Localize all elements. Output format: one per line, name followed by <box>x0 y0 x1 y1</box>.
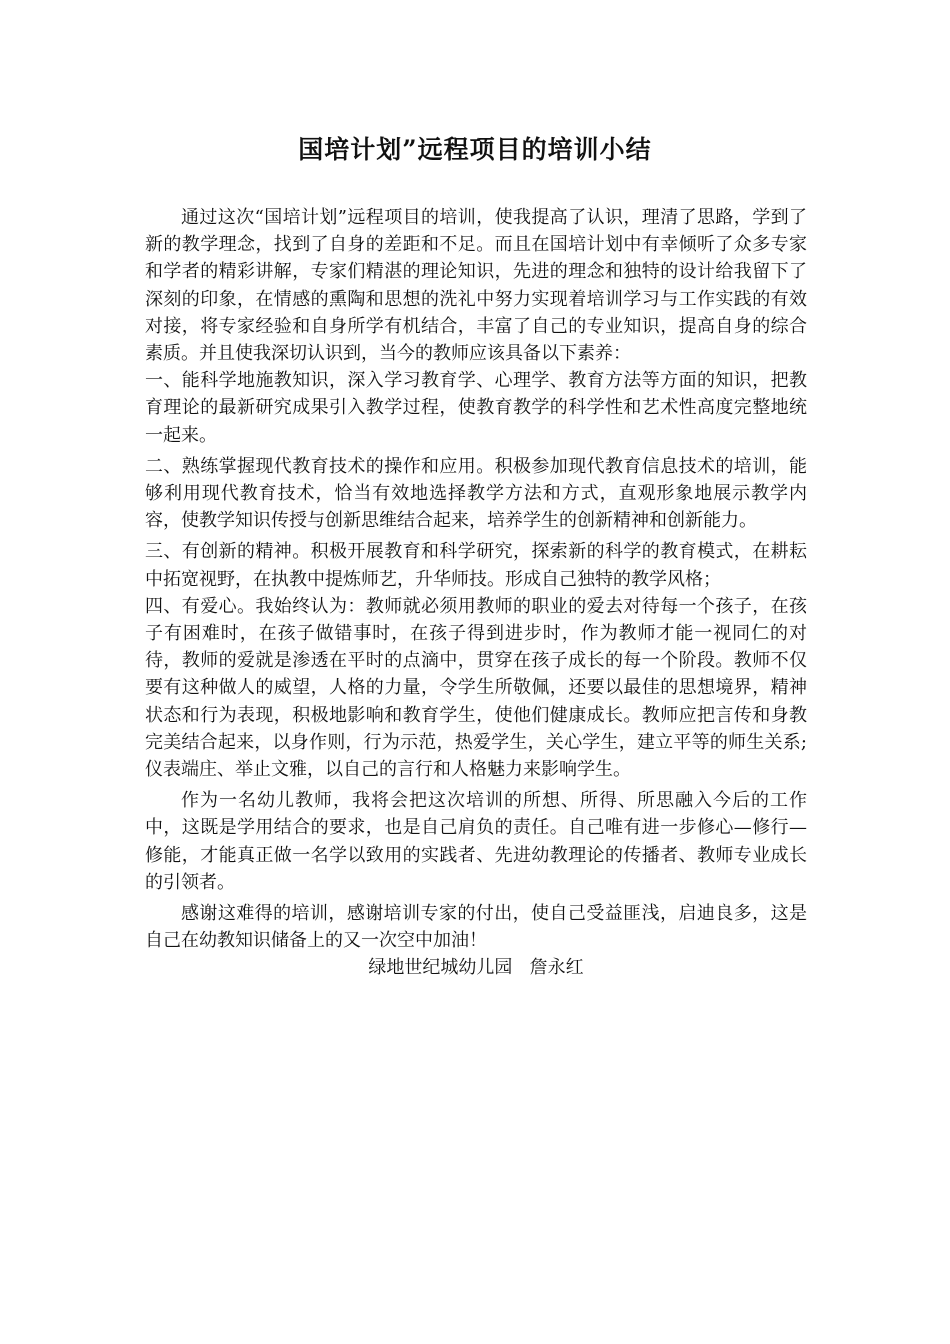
thanks-paragraph: 感谢这难得的培训，感谢培训专家的付出，使自己受益匪浅，启迪良多，这是自己在幼教知识储备上的又一次空中加油！ <box>145 903 807 952</box>
document-title: 国培计划”远程项目的培训小结 <box>298 135 652 164</box>
document-body <box>145 204 807 982</box>
intro-paragraph: 通过这次“国培计划”远程项目的培训，使我提高了认识，理清了思路，学到了新的教学理念，找到了自身的差距和不足。而且在国培计划中有幸倾听了众多专家和学者的精彩讲解，专家们精湛的理论知识，先进的理念和独特的设计给我留下了深刻的印象，在情感的熏陶和思想的洗礼中努力实现着培训学习与工作实践的有效对接，将专家经验和自身所学有机结合，丰富了自己的专业知识，提高自身的综合素质。并且使我深切认识到，当今的教师应该具备以下素养： <box>145 207 807 365</box>
signature-line: 绿地世纪城幼儿园 詹永红 <box>368 957 584 979</box>
point-four-paragraph: 四、有爱心。我始终认为：教师就必须用教师的职业的爱去对待每一个孩子，在孩子有困难时，在孩子做错事时，在孩子得到进步时，作为教师才能一视同仁的对待，教师的爱就是渗透在平时的点滴中，贯穿在孩子成长的每一个阶段。教师不仅要有这种做人的威望，人格的力量，令学生所敬佩，还要以最佳的思想境界，精神状态和行为表现，积极地影响和教育学生，使他们健康成长。教师应把言传和身教完美结合起来，以身作则，行为示范，热爱学生，关心学生，建立平等的师生关系;仪表端庄、举止文雅，以自己的言行和人格魅力来影响学生。 <box>145 595 807 781</box>
reflection-paragraph: 作为一名幼儿教师，我将会把这次培训的所想、所得、所思融入今后的工作中，这既是学用结合的要求，也是自己肩负的责任。自己唯有进一步修心—修行—修能，才能真正做一名学以致用的实践者、先进幼教理论的传播者、教师专业成长的引领者。 <box>145 790 807 893</box>
point-one-paragraph: 一、能科学地施教知识，深入学习教育学、心理学、教育方法等方面的知识，把教育理论的最新研究成果引入教学过程，使教育教学的科学性和艺术性高度完整地统一起来。 <box>145 370 807 446</box>
point-two-paragraph: 二、熟练掌握现代教育技术的操作和应用。积极参加现代教育信息技术的培训，能够利用现代教育技术，恰当有效地选择教学方法和方式，直观形象地展示教学内容，使教学知识传授与创新思维结合起来，培养学生的创新精神和创新能力。 <box>145 455 807 532</box>
point-three-paragraph: 三、有创新的精神。积极开展教育和科学研究，探索新的科学的教育模式，在耕耘中拓宽视野，在执教中提炼师艺，升华师技。形成自己独特的教学风格； <box>145 541 807 590</box>
